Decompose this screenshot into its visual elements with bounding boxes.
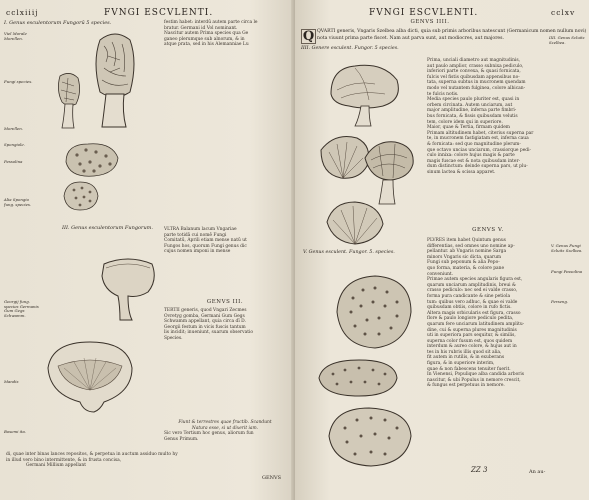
text-line: parte totidā cui nomē Fungi xyxy=(164,232,227,238)
catchword: An au- xyxy=(529,469,546,475)
text-line: Prima, unciali diametro aut magnitudinis, xyxy=(427,58,520,63)
text-line: cujus nomen imponi in mense xyxy=(164,249,231,255)
margin-note: V. Genus Fungi Scluitz Szelbea. xyxy=(551,243,583,253)
genus-heading: III. Genus esculentorum Fungorum. xyxy=(62,225,153,231)
margin-note: Spongiole. xyxy=(4,142,25,147)
text-line: Nascitur autem Prima species qua Ge xyxy=(164,31,249,37)
text-line: bus fornicata, & fissis quibusdam velutis xyxy=(427,113,518,119)
text-line: differentias, sed omnes uno nomine ap- xyxy=(427,243,515,249)
georgii-fungus-large-illustration xyxy=(44,336,136,416)
text-line: tes in his rubris illis quod sit alia, xyxy=(427,349,502,355)
text-line: quarum fere unciarum latitudinem amplitu- xyxy=(427,321,525,327)
text-line: Fungos hos, quorum Fungi genus dic xyxy=(164,243,247,249)
running-head: FVNGI ESCVLENTI. xyxy=(369,8,479,18)
drop-cap: Q xyxy=(302,29,315,44)
verse-line: Sic vero Tertium hoc genus, aliorum fun xyxy=(164,431,254,437)
footer-line: di, quae inter binas lances repositos, & perpetua in auctum assiduo multo hy xyxy=(6,452,178,457)
margin-note: Morellen. xyxy=(4,126,24,131)
verse-block xyxy=(164,420,286,448)
figure-caption: V. Genus esculent. Fungor. 5. species. xyxy=(303,250,395,255)
text-line: & fungus est perpetuus in nemore. xyxy=(427,383,505,389)
text-line: Primae autem species angularis figura est, xyxy=(427,277,523,283)
text-line: pellantur. ab Vngaris nomine Sarga xyxy=(427,249,507,255)
text-line: forma pura candicante & sine petiola xyxy=(427,293,511,299)
text-line: flore & paulo longiore pediculo pedita, xyxy=(427,316,514,322)
left-page xyxy=(0,0,294,500)
text-line: ganeo plerumque sub alnorum, & in xyxy=(164,36,245,42)
text-line: Georgii festum in vicis fuscis tantum xyxy=(164,324,246,330)
page-number: cclxiiij xyxy=(6,8,39,17)
right-page xyxy=(295,0,589,500)
text-line: festim habet: interdū autem parte circa le xyxy=(164,20,258,25)
verse-line: Natura esse, si ut dixerit iam. xyxy=(191,425,259,431)
text-line: quarum unciarum amplitudinis, breui & xyxy=(427,282,516,288)
text-line: nascitur, & ubi Populus in nemore crescit, xyxy=(427,377,521,383)
text-line: tata, superna subtus in mucronem quendam xyxy=(427,80,526,86)
text-line: Maior, quae & Tertia, firmam quidem xyxy=(427,125,510,131)
szelbea-fungus-4-illustration xyxy=(323,198,387,248)
verse-line: Genus Primum. xyxy=(164,436,199,442)
text-line: major amplitudine, inferna parte fimbri- xyxy=(427,108,517,114)
text-column xyxy=(164,308,286,418)
footer-text xyxy=(6,452,286,470)
verse-line: Fiunt & terrestres quae fructib. Scandunt xyxy=(178,420,272,425)
text-line: fit autem in rutilis, & in exuberans xyxy=(427,355,505,361)
subheading: IIII. Genere esculent. Fungor. 5 species. xyxy=(301,46,399,51)
text-line: dum distinctum: deinde superna pars, ut plu- xyxy=(427,164,528,170)
text-line: tem, colore idem qui in superiore. xyxy=(427,119,503,125)
footer-line: in illud vero bino intermittente, & in frusta concisa, xyxy=(6,457,122,463)
text-line: bratur. Germani id Vol nominant. xyxy=(164,25,238,31)
text-line: conveniunt. xyxy=(427,271,454,277)
margin-note: Georgij fung. species Germanis Gum Gegs Schwamm. xyxy=(4,299,39,318)
running-head: FVNGI ESCVLENTI. xyxy=(104,8,214,18)
quintum-fungus-2-illustration xyxy=(315,356,401,400)
text-line: Primam altitudinem habet, citerius superna par xyxy=(427,130,534,136)
text-line: quo forma, materia, & colore pane xyxy=(427,265,505,271)
text-line: quae & non fabescens tenuiter fuerit. xyxy=(427,366,511,372)
text-line: VLTRA Balanum lacum Vngariae xyxy=(164,227,237,232)
text-line: TERTII generis, quod Vngari Zecmes xyxy=(164,308,247,313)
text-column xyxy=(164,227,286,272)
text-column xyxy=(164,20,286,225)
text-line: magis fuscae est & nota quibusdam inter- xyxy=(427,158,521,164)
genus-heading: GENVS III. xyxy=(206,299,244,305)
text-line: te fulcis notis. xyxy=(427,91,459,97)
morel-fungus-illustration xyxy=(90,32,140,132)
margin-note: Viel Morale Morellen. xyxy=(4,31,27,41)
pessolina-fungus-illustration xyxy=(60,178,102,214)
text-line: Media species paulo pluriter est, quasi in xyxy=(427,97,520,103)
genus-heading: GENVS IIII. xyxy=(410,19,450,25)
margin-note: Pessolina xyxy=(4,159,23,164)
footer-line: Germani Millium appellant xyxy=(26,463,86,469)
morel-fungus-small-illustration xyxy=(52,72,87,132)
text-line: aut paulo amplior, crasso subnixa pediculo, xyxy=(427,63,524,69)
text-line: Ovretyg gomba, Germani Gum Gegs xyxy=(164,313,245,319)
margin-note: Bosemi ita. xyxy=(4,429,27,434)
margin-note: Fungi Pessolina xyxy=(551,269,583,274)
intro-line: nota viuunt prima parte fiscet. Nam aut parva sunt, aut modiocres, aut majores. xyxy=(317,36,504,41)
margin-note: IIII. Genus Scluitz Szelbea. xyxy=(549,35,585,45)
quintum-fungus-3-illustration xyxy=(325,404,415,470)
text-line: culo innixa: colore hujus magis & parte xyxy=(427,153,515,159)
intro-line: QVARTI generis, Vngaris Szelbea alba dicti, quia sub primis arboribus natescunt (Germanicum nomen nullum novi) xyxy=(317,29,587,34)
margin-note: Alia Spongio fung. species. xyxy=(4,197,32,207)
text-line: dine, cui & superna plures magnitudinis xyxy=(427,327,517,333)
text-column xyxy=(427,58,549,228)
page-number: cclxv xyxy=(551,8,576,17)
text-line: crasso pediculo: nec sed ei valde crasso, xyxy=(427,288,518,294)
text-line: sinum lactea & scissa apparet. xyxy=(427,169,496,175)
szelbea-fungus-1-illustration xyxy=(325,60,405,130)
text-line: interdum & aureo colore, & hujus aut in xyxy=(427,344,517,350)
text-line: Comitatū, Aprili etiam mense natū ut xyxy=(164,238,247,244)
margin-note: Fungi species. xyxy=(4,79,33,84)
text-line: minors Vngaris sic dicta, quarum xyxy=(427,254,502,260)
quintum-fungus-1-illustration xyxy=(331,272,415,352)
text-line: tum: quibus vero adhuc, & quae ei valde xyxy=(427,299,518,305)
text-line: te, in mucronem fastigiatam est, inferna caua xyxy=(427,136,529,142)
genus-heading: GENVS V. xyxy=(472,227,504,233)
text-line: Schwamm appellant, quia circa dī D. xyxy=(164,319,246,325)
text-line: PLVRES item habet Quintum genus xyxy=(427,238,506,243)
text-line: figura, & in superiore interim, xyxy=(427,361,495,367)
genus-heading: I. Genus esculentorum Fungorū 5 species. xyxy=(4,20,112,26)
text-line: & fornicata: sed quo magnitudine plerum- xyxy=(427,141,521,147)
text-line: inferiori parte convexa, & quasi fornicata, xyxy=(427,69,521,75)
georgii-fungus-small-illustration xyxy=(98,256,158,324)
text-line: orbem circinata. Autem unciarum, aut xyxy=(427,102,513,108)
margin-note: Mandis xyxy=(4,379,19,384)
text-line: modo vel nutantem fulginea, colore albican- xyxy=(427,85,526,91)
text-line: uti in superiora pars sequitur, & similis, xyxy=(427,333,516,339)
catchword: GENVS xyxy=(262,475,282,481)
spongiole-fungus-illustration xyxy=(62,140,122,180)
text-line: atque prata, sed in his Alemanniae Lu xyxy=(164,42,249,48)
text-column xyxy=(427,238,549,464)
margin-note: Perseng. xyxy=(551,299,569,304)
text-line: Fungi sub peponum & alia Pepo- xyxy=(427,260,500,266)
text-line: In Vienensi, Populique alba candida arboris xyxy=(427,372,524,378)
text-line: lis incidit; inueniunt, suarum observatio xyxy=(164,330,254,336)
text-line: Species. xyxy=(164,335,183,341)
text-line: superna color fusum est, quos quidem xyxy=(427,338,513,344)
text-line: fulcis vel fistis quibusdam appensibus no- xyxy=(427,74,520,80)
text-line: quibusdam obtiis, colore in rufo fictis. xyxy=(427,305,512,311)
text-line: Altera magis orbicularis est figura, crasso xyxy=(427,310,521,316)
signature-mark: ZZ 3 xyxy=(471,466,488,474)
text-line: que octavo uncias unciarum, crassiorque pedi- xyxy=(427,147,532,153)
